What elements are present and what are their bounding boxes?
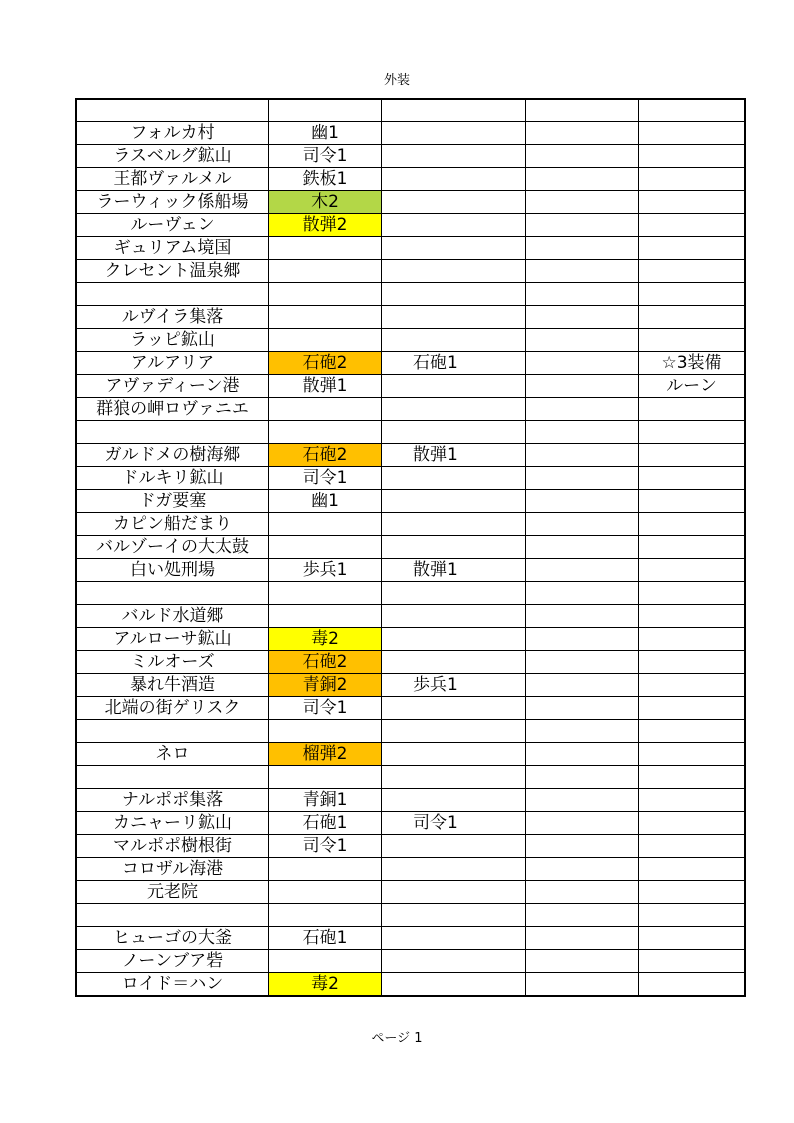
- table-row: [76, 214, 745, 237]
- table-row: [76, 329, 745, 352]
- table-row: [76, 283, 745, 306]
- table-row: [76, 352, 745, 375]
- table-row: [76, 950, 745, 973]
- col1-cell[interactable]: 司令1: [269, 697, 382, 720]
- col3-cell[interactable]: [526, 260, 639, 283]
- location-cell[interactable]: ネロ: [76, 743, 269, 766]
- col3-cell[interactable]: [526, 122, 639, 145]
- col1-cell[interactable]: [269, 720, 382, 743]
- col1-cell[interactable]: [269, 766, 382, 789]
- location-cell[interactable]: ラスベルグ鉱山: [76, 145, 269, 168]
- col2-cell[interactable]: [382, 720, 526, 743]
- location-cell[interactable]: ルヴイラ集落: [76, 306, 269, 329]
- table-row: [76, 628, 745, 651]
- location-cell[interactable]: ミルオーズ: [76, 651, 269, 674]
- table-row: [76, 697, 745, 720]
- col3-cell[interactable]: [526, 674, 639, 697]
- col3-cell[interactable]: [526, 858, 639, 881]
- location-cell[interactable]: ラッピ鉱山: [76, 329, 269, 352]
- col3-cell[interactable]: [526, 927, 639, 950]
- col1-cell[interactable]: 司令1: [269, 467, 382, 490]
- col2-cell[interactable]: 散弾1: [382, 559, 526, 582]
- col2-cell[interactable]: [382, 582, 526, 605]
- col4-cell[interactable]: [639, 559, 746, 582]
- location-cell[interactable]: クレセント温泉郷: [76, 260, 269, 283]
- col2-cell[interactable]: [382, 168, 526, 191]
- col4-cell[interactable]: [639, 927, 746, 950]
- location-cell[interactable]: 北端の街ゲリスク: [76, 697, 269, 720]
- col3-cell[interactable]: [526, 99, 639, 122]
- table-row: [76, 168, 745, 191]
- location-cell[interactable]: カニャーリ鉱山: [76, 812, 269, 835]
- col2-cell[interactable]: 歩兵1: [382, 674, 526, 697]
- location-cell[interactable]: バルド水道郷: [76, 605, 269, 628]
- col2-cell[interactable]: [382, 306, 526, 329]
- col4-cell[interactable]: [639, 789, 746, 812]
- col4-cell[interactable]: [639, 904, 746, 927]
- spreadsheet-table: [75, 98, 746, 997]
- col1-cell[interactable]: [269, 904, 382, 927]
- col2-cell[interactable]: [382, 145, 526, 168]
- col2-cell[interactable]: [382, 214, 526, 237]
- location-cell[interactable]: [76, 720, 269, 743]
- col4-cell[interactable]: [639, 513, 746, 536]
- table-row: [76, 513, 745, 536]
- col4-cell[interactable]: [639, 628, 746, 651]
- table-row: [76, 674, 745, 697]
- location-cell[interactable]: 元老院: [76, 881, 269, 904]
- col1-cell[interactable]: 榴弾2: [269, 743, 382, 766]
- col4-cell[interactable]: [639, 329, 746, 352]
- col1-cell[interactable]: 石砲1: [269, 927, 382, 950]
- col3-cell[interactable]: [526, 513, 639, 536]
- col3-cell[interactable]: [526, 605, 639, 628]
- col4-cell[interactable]: [639, 467, 746, 490]
- table-row: [76, 191, 745, 214]
- col4-cell[interactable]: [639, 950, 746, 973]
- table-row: [76, 467, 745, 490]
- col1-cell[interactable]: 石砲2: [269, 444, 382, 467]
- table-row: [76, 812, 745, 835]
- col3-cell[interactable]: [526, 283, 639, 306]
- col4-cell[interactable]: [639, 398, 746, 421]
- col4-cell[interactable]: [639, 536, 746, 559]
- col4-cell[interactable]: [639, 835, 746, 858]
- col1-cell[interactable]: [269, 605, 382, 628]
- table-row: [76, 237, 745, 260]
- col3-cell[interactable]: [526, 237, 639, 260]
- table-row: [76, 375, 745, 398]
- col1-cell[interactable]: 石砲2: [269, 352, 382, 375]
- table-row: [76, 743, 745, 766]
- col1-cell[interactable]: 鉄板1: [269, 168, 382, 191]
- col3-cell[interactable]: [526, 582, 639, 605]
- col3-cell[interactable]: [526, 743, 639, 766]
- col2-cell[interactable]: [382, 375, 526, 398]
- table-row: [76, 904, 745, 927]
- location-cell[interactable]: [76, 582, 269, 605]
- location-cell[interactable]: ギュリアム境国: [76, 237, 269, 260]
- col3-cell[interactable]: [526, 904, 639, 927]
- col2-cell[interactable]: [382, 467, 526, 490]
- location-cell[interactable]: 群狼の岬ロヴァニエ: [76, 398, 269, 421]
- col1-cell[interactable]: 石砲1: [269, 812, 382, 835]
- location-cell[interactable]: フォルカ村: [76, 122, 269, 145]
- col2-cell[interactable]: [382, 122, 526, 145]
- table-row: [76, 927, 745, 950]
- location-cell[interactable]: [76, 766, 269, 789]
- col3-cell[interactable]: [526, 789, 639, 812]
- location-cell[interactable]: アヴァディーン港: [76, 375, 269, 398]
- col3-cell[interactable]: [526, 973, 639, 997]
- col2-cell[interactable]: 散弾1: [382, 444, 526, 467]
- col3-cell[interactable]: [526, 812, 639, 835]
- col2-cell[interactable]: [382, 835, 526, 858]
- col1-cell[interactable]: 幽1: [269, 490, 382, 513]
- col3-cell[interactable]: [526, 398, 639, 421]
- location-cell[interactable]: ドルキリ鉱山: [76, 467, 269, 490]
- col2-cell[interactable]: [382, 881, 526, 904]
- col3-cell[interactable]: [526, 444, 639, 467]
- page-footer-number: ページ 1: [371, 1031, 423, 1046]
- page-header-title: 外装: [383, 73, 410, 88]
- col2-cell[interactable]: [382, 191, 526, 214]
- col3-cell[interactable]: [526, 191, 639, 214]
- col1-cell[interactable]: [269, 513, 382, 536]
- col4-cell[interactable]: [639, 582, 746, 605]
- col4-cell[interactable]: [639, 122, 746, 145]
- col1-cell[interactable]: 散弾1: [269, 375, 382, 398]
- location-cell[interactable]: ラーウィック係船場: [76, 191, 269, 214]
- col4-cell[interactable]: [639, 605, 746, 628]
- col4-cell[interactable]: [639, 168, 746, 191]
- location-cell[interactable]: バルゾーイの大太鼓: [76, 536, 269, 559]
- col1-cell[interactable]: [269, 99, 382, 122]
- col3-cell[interactable]: [526, 421, 639, 444]
- col2-cell[interactable]: [382, 927, 526, 950]
- col4-cell[interactable]: [639, 490, 746, 513]
- location-cell[interactable]: 暴れ牛酒造: [76, 674, 269, 697]
- col3-cell[interactable]: [526, 536, 639, 559]
- col2-cell[interactable]: [382, 536, 526, 559]
- table-row: [76, 766, 745, 789]
- col4-cell[interactable]: [639, 720, 746, 743]
- col1-cell[interactable]: 司令1: [269, 145, 382, 168]
- col4-cell[interactable]: [639, 99, 746, 122]
- table-row: [76, 881, 745, 904]
- col2-cell[interactable]: [382, 490, 526, 513]
- col4-cell[interactable]: [639, 651, 746, 674]
- location-cell[interactable]: [76, 904, 269, 927]
- col1-cell[interactable]: [269, 329, 382, 352]
- col3-cell[interactable]: [526, 720, 639, 743]
- table-row: [76, 720, 745, 743]
- col3-cell[interactable]: [526, 375, 639, 398]
- col2-cell[interactable]: [382, 421, 526, 444]
- col2-cell[interactable]: [382, 329, 526, 352]
- table-row: [76, 260, 745, 283]
- table-row: [76, 835, 745, 858]
- location-cell[interactable]: ロイド＝ハン: [76, 973, 269, 997]
- col3-cell[interactable]: [526, 306, 639, 329]
- location-cell[interactable]: アルローサ鉱山: [76, 628, 269, 651]
- col2-cell[interactable]: [382, 697, 526, 720]
- col3-cell[interactable]: [526, 145, 639, 168]
- col2-cell[interactable]: [382, 904, 526, 927]
- col1-cell[interactable]: 毒2: [269, 628, 382, 651]
- table-row: [76, 858, 745, 881]
- col3-cell[interactable]: [526, 329, 639, 352]
- table-row: [76, 145, 745, 168]
- col1-cell[interactable]: 青銅1: [269, 789, 382, 812]
- col1-cell[interactable]: [269, 858, 382, 881]
- col1-cell[interactable]: [269, 283, 382, 306]
- col1-cell[interactable]: 石砲2: [269, 651, 382, 674]
- table-row: [76, 559, 745, 582]
- spreadsheet-body: [76, 99, 745, 996]
- col4-cell[interactable]: [639, 191, 746, 214]
- location-cell[interactable]: マルポポ樹根街: [76, 835, 269, 858]
- col4-cell[interactable]: [639, 881, 746, 904]
- col2-cell[interactable]: [382, 950, 526, 973]
- col4-cell[interactable]: [639, 444, 746, 467]
- col2-cell[interactable]: [382, 651, 526, 674]
- col1-cell[interactable]: 木2: [269, 191, 382, 214]
- col4-cell[interactable]: [639, 674, 746, 697]
- col4-cell[interactable]: [639, 260, 746, 283]
- location-cell[interactable]: ノーンブア砦: [76, 950, 269, 973]
- col1-cell[interactable]: [269, 536, 382, 559]
- col4-cell[interactable]: [639, 766, 746, 789]
- col2-cell[interactable]: [382, 99, 526, 122]
- location-cell[interactable]: 白い処刑場: [76, 559, 269, 582]
- col4-cell[interactable]: [639, 306, 746, 329]
- col4-cell[interactable]: [639, 283, 746, 306]
- table-row: [76, 99, 745, 122]
- col2-cell[interactable]: [382, 283, 526, 306]
- col3-cell[interactable]: [526, 214, 639, 237]
- col2-cell[interactable]: [382, 789, 526, 812]
- col4-cell[interactable]: [639, 237, 746, 260]
- table-row: [76, 536, 745, 559]
- col1-cell[interactable]: 歩兵1: [269, 559, 382, 582]
- col3-cell[interactable]: [526, 697, 639, 720]
- table-row: [76, 398, 745, 421]
- col4-cell[interactable]: [639, 697, 746, 720]
- col1-cell[interactable]: [269, 237, 382, 260]
- table-row: [76, 122, 745, 145]
- col3-cell[interactable]: [526, 835, 639, 858]
- location-cell[interactable]: カピン船だまり: [76, 513, 269, 536]
- table-row: [76, 490, 745, 513]
- col4-cell[interactable]: [639, 743, 746, 766]
- col2-cell[interactable]: [382, 605, 526, 628]
- col3-cell[interactable]: [526, 881, 639, 904]
- col2-cell[interactable]: [382, 513, 526, 536]
- col4-cell[interactable]: [639, 421, 746, 444]
- col3-cell[interactable]: [526, 352, 639, 375]
- location-cell[interactable]: [76, 421, 269, 444]
- col4-cell[interactable]: [639, 973, 746, 997]
- table-row: [76, 789, 745, 812]
- col1-cell[interactable]: [269, 582, 382, 605]
- col1-cell[interactable]: 毒2: [269, 973, 382, 997]
- col2-cell[interactable]: [382, 766, 526, 789]
- col3-cell[interactable]: [526, 490, 639, 513]
- location-cell[interactable]: [76, 99, 269, 122]
- location-cell[interactable]: [76, 283, 269, 306]
- location-cell[interactable]: ナルポポ集落: [76, 789, 269, 812]
- col1-cell[interactable]: 司令1: [269, 835, 382, 858]
- col4-cell[interactable]: [639, 214, 746, 237]
- col3-cell[interactable]: [526, 467, 639, 490]
- col4-cell[interactable]: [639, 145, 746, 168]
- col2-cell[interactable]: [382, 628, 526, 651]
- col2-cell[interactable]: [382, 260, 526, 283]
- location-cell[interactable]: ドガ要塞: [76, 490, 269, 513]
- col4-cell[interactable]: [639, 858, 746, 881]
- location-cell[interactable]: ヒューゴの大釜: [76, 927, 269, 950]
- table-row: [76, 421, 745, 444]
- table-row: [76, 582, 745, 605]
- location-cell[interactable]: アルアリア: [76, 352, 269, 375]
- col2-cell[interactable]: [382, 398, 526, 421]
- col1-cell[interactable]: [269, 260, 382, 283]
- col3-cell[interactable]: [526, 950, 639, 973]
- col1-cell[interactable]: [269, 881, 382, 904]
- table-row: [76, 444, 745, 467]
- table-row: [76, 651, 745, 674]
- table-row: [76, 306, 745, 329]
- col1-cell[interactable]: 幽1: [269, 122, 382, 145]
- col3-cell[interactable]: [526, 766, 639, 789]
- col1-cell[interactable]: [269, 421, 382, 444]
- col2-cell[interactable]: [382, 973, 526, 997]
- col4-cell[interactable]: ルーン: [639, 375, 746, 398]
- table-row: [76, 605, 745, 628]
- location-cell[interactable]: コロザル海港: [76, 858, 269, 881]
- col3-cell[interactable]: [526, 651, 639, 674]
- col2-cell[interactable]: [382, 743, 526, 766]
- col2-cell[interactable]: [382, 237, 526, 260]
- location-cell[interactable]: ガルドメの樹海郷: [76, 444, 269, 467]
- table-row: [76, 973, 745, 997]
- col2-cell[interactable]: [382, 858, 526, 881]
- col2-cell[interactable]: 司令1: [382, 812, 526, 835]
- col3-cell[interactable]: [526, 168, 639, 191]
- location-cell[interactable]: ルーヴェン: [76, 214, 269, 237]
- col1-cell[interactable]: 散弾2: [269, 214, 382, 237]
- col4-cell[interactable]: [639, 812, 746, 835]
- col1-cell[interactable]: 青銅2: [269, 674, 382, 697]
- col1-cell[interactable]: [269, 950, 382, 973]
- location-cell[interactable]: 王都ヴァルメル: [76, 168, 269, 191]
- col4-cell[interactable]: ☆3装備: [639, 352, 746, 375]
- col3-cell[interactable]: [526, 628, 639, 651]
- col2-cell[interactable]: 石砲1: [382, 352, 526, 375]
- col1-cell[interactable]: [269, 306, 382, 329]
- col3-cell[interactable]: [526, 559, 639, 582]
- col1-cell[interactable]: [269, 398, 382, 421]
